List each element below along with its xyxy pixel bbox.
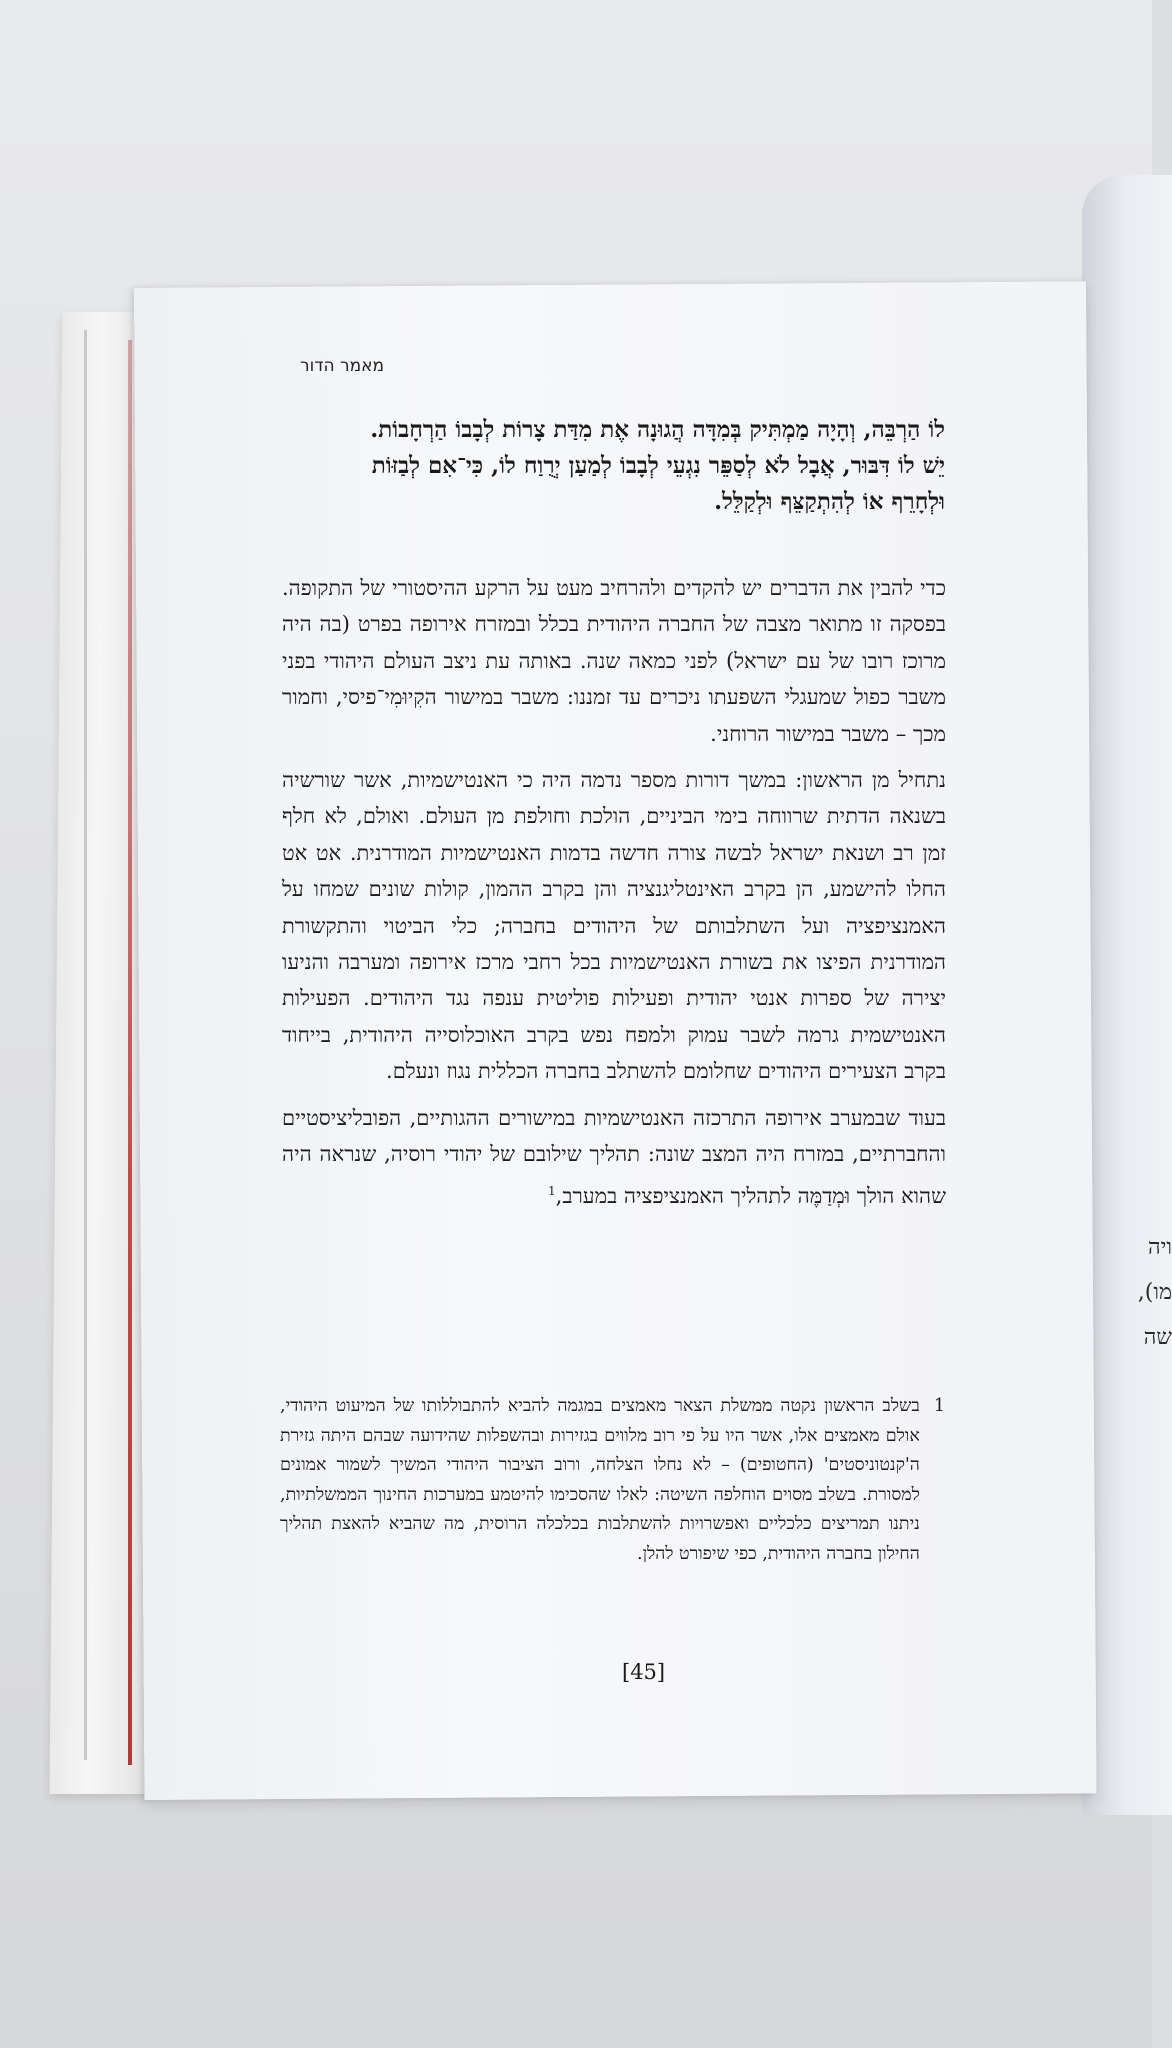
body-text: [282, 570, 946, 1224]
footnote-marker[interactable]: 1: [548, 1183, 556, 1198]
facing-page-text: [1102, 1225, 1172, 1360]
paragraph: [282, 762, 946, 1090]
paragraph: כדי להבין את הדברים יש להקדים ולהרחיב מעט על הרקע ההיסטורי של התקופה. בפסקה זו מתואר מצבה של החברה היהודית בכלל ובמזרח אירופה בפרט (בה היה מרוכז רובו של עם ישראל) לפני כמאה שנה. באותה עת ניצב העולם היהודי בפני משבר כפול שמעגלי השפעתו ניכרים עד זמננו: משבר במישור הקִיוּמִי־פיסי, וחמור מכך – משבר במישור הרוחני.: [282, 576, 946, 746]
facing-page-fragment: מו),: [1137, 1280, 1172, 1305]
book-spine: [84, 330, 87, 1760]
poem-quote: לוֹ הַרְבֵּה, וְהָיָה מַמְתִּיק בְּמִדָּה הֲגוּנָה אֶת מִדַּת צָרוֹת לְבָבוֹ הַרְחָבוֹת. יֵשׁ לוֹ דִּבּוּר, אֲבָל לֹא לְסַפֵּר נִגְעֵי לְבָבוֹ לְמַעַן יְרֻוַח לוֹ, כִּי־אִם לְבַזּוֹת וּלְחָרֵף אוֹ לְהִתְקַצֵּף וּלְקַלֵּל.: [370, 416, 945, 515]
facing-page-fragment: ויה: [1147, 1235, 1172, 1260]
paragraph-text: נתחיל מן הראשון: במשך דורות מספר נדמה היה כי האנטישמיות, אשר שורשיה בשנאה הדתית שרווחה בימי הביניים, הולכת וחולפת מן העולם. ואולם, לא חלף זמן רב ושנאת ישראל לבשה צורה חדשה בדמות האנטישמיות המודרנית. אט אט החלו להישמע, הן בקרב האינטליגנציה והן בקרב ההמון, קולות שונים שמחו על האמנציפציה ועל השתלבותם של היהודים בחברה; כלי הביטוי והתקשורת המודרנית הפיצו את בשורת האנטישמיות בכל רחבי מרכז אירופה ומערבה והניעו יצירה של ספרות אנטי יהודית ופעילות פוליטית ענפה נגד היהודים. הפעילות האנטישמית גרמה לשבר עמוק ולמפח נפש בקרב האוכלוסייה היהודית, בייחוד בקרב הצעירים היהודים שחלומם להשתלב בחברה הכללית נגוז ונעלם.: [282, 768, 946, 1084]
footnote: [280, 1392, 945, 1569]
facing-page-fragment: שה: [1143, 1325, 1172, 1350]
page-number: [45]: [622, 1660, 666, 1684]
footnote-text: בשלב הראשון נקטה ממשלת הצאר מאמצים במגמה להביא להתבוללותו של המיעוט היהודי, אולם מאמצים אלו, אשר היו על פי רוב מלווים בגזירות ובהשפלות שהידועה שבהם היתה גזירת ה'קנטוניסטים' (החטופים) – לא נחלו הצלחה, ורוב הציבור היהודי המשיך לשמור אמונים למסורת. בשלב מסוים הוחלפה השיטה: לאלו שהסכימו להיטמע במערכות החינוך הממשלתיות, ניתנו תמריצים כלכליים ואפשרויות להשתלבות בכלכלה הרוסית, מה שהביא להאצת תהליך החילון בחברה היהודית, כפי שיפורט להלן.: [280, 1396, 920, 1564]
paragraph: [282, 1100, 946, 1214]
running-head: מאמר הדור: [300, 356, 385, 376]
paragraph-text: בעוד שבמערב אירופה התרכזה האנטישמיות במישורים ההגותיים, הפובליציסטיים והחברתיים, במזרח היה המצב שונה: תהליך שילובם של יהודי רוסיה, שנראה היה שהוא הולך וּמְדַמֶּה לתהליך האמנציפציה במערב,: [282, 1105, 946, 1208]
footnote-number: 1: [933, 1396, 945, 1416]
facing-page: [1082, 175, 1172, 1815]
page-red-edge: [128, 340, 132, 1765]
